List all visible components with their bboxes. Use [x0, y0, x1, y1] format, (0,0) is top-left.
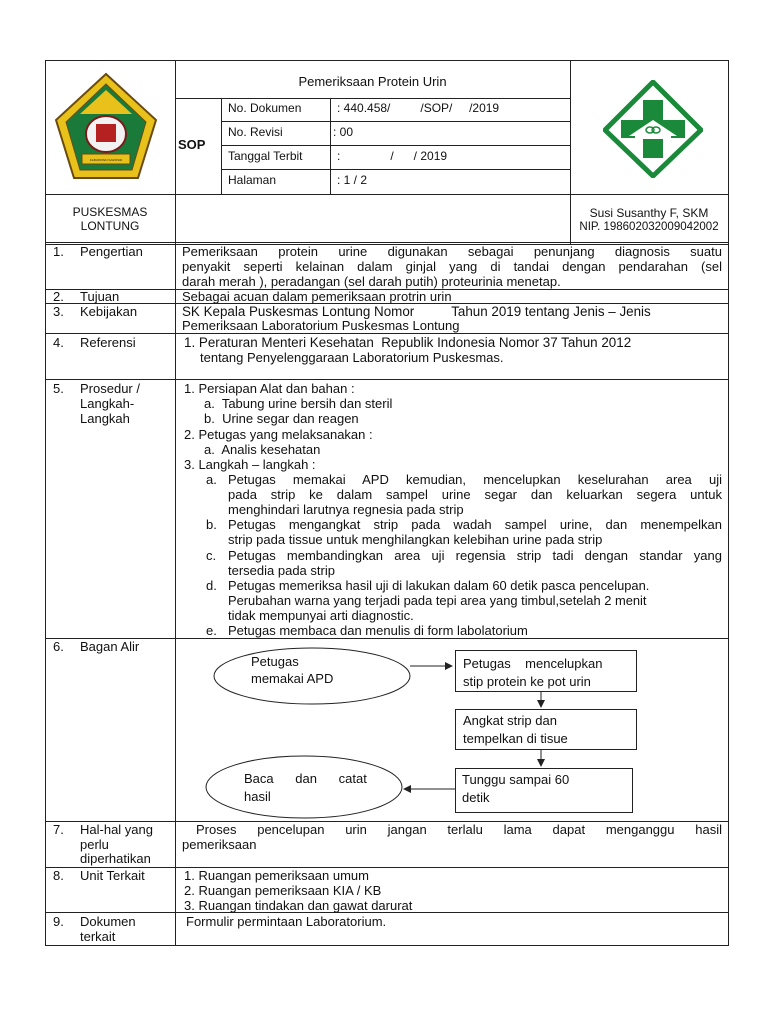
pengertian-line: Pemeriksaan protein urine digunakan sebagai penunjang diagnosis suatu: [182, 244, 722, 259]
prosedur-item: 3. Langkah – langkah :: [184, 457, 316, 472]
step-letter: b.: [206, 517, 217, 532]
flow-end-line2: hasil: [244, 789, 271, 804]
row-label-hal: Hal-hal yang: [80, 822, 153, 837]
pengertian-line: penyakit seperti kelainan dalam ginjal yang di tandai dengan pendarahan (sel: [182, 259, 722, 274]
row-number: 6.: [53, 639, 64, 654]
pengertian-line: darah merah ), peradangan (sel darah putih) proteurinia menetap.: [182, 274, 561, 289]
row-number: 8.: [53, 868, 64, 883]
prosedur-item: a. Analis kesehatan: [204, 442, 321, 457]
org-name-line1: PUSKESMAS: [72, 205, 148, 219]
dokumen-text: Formulir permintaan Laboratorium.: [186, 914, 387, 929]
row-label-referensi: Referensi: [80, 335, 136, 350]
step-letter: c.: [206, 548, 217, 563]
document-title: Pemeriksaan Protein Urin: [298, 74, 447, 89]
step-line: Petugas membaca dan menulis di form labolatorium: [228, 623, 528, 638]
row-label-prosedur: Langkah-: [80, 396, 135, 411]
row-label-hal: diperhatikan: [80, 851, 151, 866]
row-label-dokumen: terkait: [80, 929, 116, 944]
flow-start-line1: Petugas: [251, 654, 299, 669]
flow-end-line1: Baca dan catat: [244, 771, 367, 786]
flow-box-3-line2: detik: [462, 790, 490, 805]
row-number: 3.: [53, 304, 64, 319]
flow-box-2-line1: Angkat strip dan: [463, 713, 557, 728]
unit-line: 2. Ruangan pemeriksaan KIA / KB: [184, 883, 382, 898]
row-number: 4.: [53, 335, 64, 350]
row-label-pengertian: Pengertian: [80, 244, 143, 259]
signer-name: Susi Susanthy F, SKM: [589, 206, 709, 220]
row-label-prosedur: Langkah: [80, 411, 130, 426]
org-name-line2: LONTUNG: [80, 219, 140, 233]
step-line: strip pada tissue untuk menghilangkan kelebihan urine pada strip: [228, 532, 603, 547]
flow-box-1-line2: stip protein ke pot urin: [463, 674, 591, 689]
step-line: Petugas membandingkan area uji regensia strip tadi dengan standar yang: [228, 548, 722, 563]
step-letter: d.: [206, 578, 217, 593]
unit-line: 1. Ruangan pemeriksaan umum: [184, 868, 369, 883]
hal-line: Proses pencelupan urin jangan terlalu lama dapat menganggu hasil: [196, 822, 722, 837]
referensi-line: tentang Penyelenggaraan Laboratorium Puskesmas.: [200, 350, 504, 365]
field-value-no-dokumen: : 440.458/ /SOP/ /2019: [337, 101, 500, 115]
prosedur-item: 1. Persiapan Alat dan bahan :: [184, 381, 355, 396]
field-label-no-dokumen: No. Dokumen: [228, 101, 302, 115]
field-value-halaman: : 1 / 2: [337, 173, 368, 187]
row-label-prosedur: Prosedur /: [80, 381, 140, 396]
field-label-tanggal-terbit: Tanggal Terbit: [228, 149, 303, 163]
flow-box-3-line1: Tunggu sampai 60: [462, 772, 570, 787]
row-label-dokumen: Dokumen: [80, 914, 136, 929]
step-line: Petugas mengangkat strip pada wadah sampel urine, dan menempelkan: [228, 517, 722, 532]
row-number: 9.: [53, 914, 64, 929]
field-value-tanggal-terbit: : / / 2019: [337, 149, 448, 163]
row-number: 2.: [53, 289, 64, 304]
step-line: Perubahan warna yang terjadi pada tepi area yang timbul,setelah 2 menit: [228, 593, 647, 608]
flow-start-line2: memakai APD: [251, 671, 334, 686]
unit-line: 3. Ruangan tindakan dan gawat darurat: [184, 898, 413, 913]
row-label-tujuan: Tujuan: [80, 289, 120, 304]
hal-line: pemeriksaan: [182, 837, 257, 852]
step-line: Petugas memeriksa hasil uji di lakukan dalam 60 detik pasca pencelupan.: [228, 578, 650, 593]
referensi-line: 1. Peraturan Menteri Kesehatan Republik Indonesia Nomor 37 Tahun 2012: [184, 335, 632, 350]
step-line: tersedia pada strip: [228, 563, 335, 578]
flow-box-1-line1: Petugas mencelupkan: [463, 656, 603, 671]
row-label-unit: Unit Terkait: [80, 868, 145, 883]
logo-caption: KABUPATEN SAMOSIR: [89, 158, 123, 162]
step-letter: a.: [206, 472, 217, 487]
step-line: menghindari larutnya regnesia pada strip: [228, 502, 464, 517]
prosedur-item: 2. Petugas yang melaksanakan :: [184, 427, 373, 442]
row-label-hal: perlu: [80, 837, 109, 852]
signer-nip: NIP. 198602032009042002: [579, 221, 719, 233]
row-number: 5.: [53, 381, 64, 396]
sop-label: SOP: [178, 137, 206, 152]
kebijakan-line: SK Kepala Puskesmas Lontung Nomor Tahun 2019 tentang Jenis – Jenis: [182, 304, 651, 319]
row-number: 7.: [53, 822, 64, 837]
step-line: tidak mempunyai arti diagnostic.: [228, 608, 414, 623]
row-label-kebijakan: Kebijakan: [80, 304, 138, 319]
row-label-bagan-alir: Bagan Alir: [80, 639, 140, 654]
flow-box-2-line2: tempelkan di tisue: [463, 731, 568, 746]
field-label-halaman: Halaman: [228, 173, 277, 187]
field-value-no-revisi: : 00: [333, 125, 354, 139]
kebijakan-line: Pemeriksaan Laboratorium Puskesmas Lontung: [182, 318, 460, 333]
prosedur-item: b. Urine segar dan reagen: [204, 411, 359, 426]
field-label-no-revisi: No. Revisi: [228, 125, 283, 139]
tujuan-text: Sebagai acuan dalam pemeriksaan protrin urin: [182, 289, 452, 304]
row-number: 1.: [53, 244, 64, 259]
regency-logo: [52, 70, 160, 188]
flow-end-ellipse: [206, 756, 402, 818]
step-letter: e.: [206, 623, 217, 638]
puskesmas-logo: [603, 80, 703, 178]
prosedur-item: a. Tabung urine bersih dan steril: [204, 396, 393, 411]
step-line: Petugas memakai APD kemudian, mencelupkan keselurahan area uji: [228, 472, 722, 487]
step-line: pada strip ke dalam sampel urine segar dan keluarkan segera untuk: [228, 487, 722, 502]
